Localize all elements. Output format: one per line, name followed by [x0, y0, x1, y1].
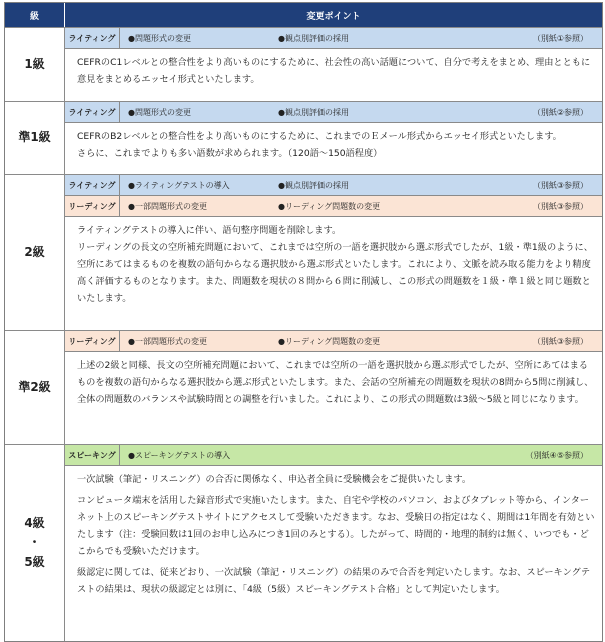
- paragraph: さらに、これまでよりも多い語数が求められます。（120語～150語程度）: [77, 148, 383, 159]
- header-points: 変更ポイント: [306, 11, 361, 22]
- grade-label: 準2級: [18, 379, 51, 394]
- paragraph: 級認定に関しては、従来どおり、一次試験（筆記・リスニング）の結果のみで合否を判定いたします。なお、スピーキングテストの結果は、現状の級認定とは別に、「4級（5級）スピーキングテスト合格」として判定いたします。: [77, 567, 591, 595]
- sheet-ref: （別紙①参照）: [532, 33, 588, 43]
- point-1: ●問題形式の変更: [128, 107, 191, 117]
- description: [65, 352, 602, 413]
- paragraph: CEFRのC1レベルとの整合性をより高いものにするために、社会性の高い話題について、自分で考えをまとめ、理由とともに意見をまとめるエッセイ形式といたします。: [77, 57, 591, 85]
- point-2: ●観点別評価の採用: [278, 107, 349, 117]
- tag-row: [65, 175, 602, 196]
- grade-cell: [5, 445, 65, 641]
- skill-label: スピーキング: [65, 445, 120, 465]
- paragraph: リーディングの長文の空所補充問題において、これまでは空所の一語を選択肢から選ぶ形式でしたが、1級・準1級のように、空所にあてはまるものを複数の語句からなる選択肢から選ぶ形式といたします。これにより、文脈を読み取る能力をより精度高く評価するものとなります。また、問題数を現状の８問から６問に削減し、この形式の問題数を１級・準１級と同じ題数といたします。: [77, 242, 593, 304]
- description: [65, 466, 602, 603]
- tag-row: [65, 102, 602, 123]
- skill-label: リーディング: [65, 331, 120, 351]
- comparison-table: [4, 2, 603, 642]
- grade-cell: [5, 102, 65, 174]
- grade-label: 1級: [24, 56, 45, 71]
- sheet-ref: （別紙③参照）: [532, 336, 588, 346]
- section-row: [5, 444, 602, 641]
- tag-row: [65, 196, 602, 217]
- point-1: ●問題形式の変更: [128, 33, 191, 43]
- grade-separator: ・: [28, 535, 41, 550]
- description: [65, 217, 602, 312]
- sheet-ref: （別紙④⑤参照）: [525, 450, 588, 460]
- grade-cell: [5, 28, 65, 101]
- description: [65, 49, 602, 93]
- grade-label: 5級: [24, 554, 45, 569]
- grade-label: 準1級: [18, 130, 51, 145]
- skill-label: ライティング: [65, 28, 120, 48]
- point-1: ●スピーキングテストの導入: [128, 450, 231, 460]
- tag-row: [65, 28, 602, 49]
- paragraph: 一次試験（筆記・リスニング）の合否に関係なく、申込者全員に受験機会をご提供いたします。: [77, 474, 472, 485]
- point-2: ●観点別評価の採用: [278, 33, 349, 43]
- skill-label: リーディング: [65, 196, 120, 216]
- point-1: ●一部問題形式の変更: [128, 336, 207, 346]
- description: [65, 123, 602, 167]
- skill-label: ライティング: [65, 102, 120, 122]
- tag-row: [65, 331, 602, 352]
- point-1: ●一部問題形式の変更: [128, 201, 207, 211]
- section-row: [5, 330, 602, 444]
- grade-label: 2級: [24, 244, 45, 259]
- skill-label: ライティング: [65, 175, 120, 195]
- header-grade: 級: [5, 3, 65, 27]
- grade-cell: [5, 331, 65, 444]
- paragraph: CEFRのB2レベルとの整合性をより高いものにするために、これまでのＥメール形式からエッセイ形式といたします。: [77, 131, 562, 142]
- tag-row: [65, 445, 602, 466]
- paragraph: ライティングテストの導入に伴い、語句整序問題を削除します。: [77, 225, 342, 236]
- point-2: ●観点別評価の採用: [278, 180, 349, 190]
- section-row: [5, 101, 602, 174]
- paragraph: コンピュータ端末を活用した録音形式で実施いたします。また、自宅や学校のパソコン、およびタブレット等から、インターネット上のスピーキングテストサイトにアクセスして受験いただきます。なお、受験日の指定はなく、期間は1年間を有効といたします（注：受験回数は1回のお申し込みにつき1回のみとする）。したがって、時間的・地理的制約は無く、いつでも・どこからでも受験いただけます。: [77, 495, 595, 557]
- section-row: [5, 174, 602, 330]
- point-1: ●ライティングテストの導入: [128, 180, 230, 190]
- grade-cell: [5, 175, 65, 330]
- sheet-ref: （別紙③参照）: [532, 201, 588, 211]
- sheet-ref: （別紙③参照）: [532, 180, 588, 190]
- point-2: ●リーディング問題数の変更: [278, 201, 381, 211]
- section-row: [5, 27, 602, 101]
- sheet-ref: （別紙②参照）: [532, 107, 588, 117]
- table-header: [5, 3, 602, 27]
- paragraph: 上述の2級と同様、長文の空所補充問題において、これまでは空所の一語を選択肢から選ぶ形式でしたが、空所にあてはまるものを複数の語句からなる選択肢から選ぶ形式といたします。また、会話の空所補充の問題数を現状の8問から5問に削減し、全体の問題数のバランスや試験時間との調整を行いました。これにより、この形式の問題数は3級～5級と同じになります。: [77, 360, 594, 405]
- point-2: ●リーディング問題数の変更: [278, 336, 381, 346]
- grade-label: 4級: [24, 516, 45, 531]
